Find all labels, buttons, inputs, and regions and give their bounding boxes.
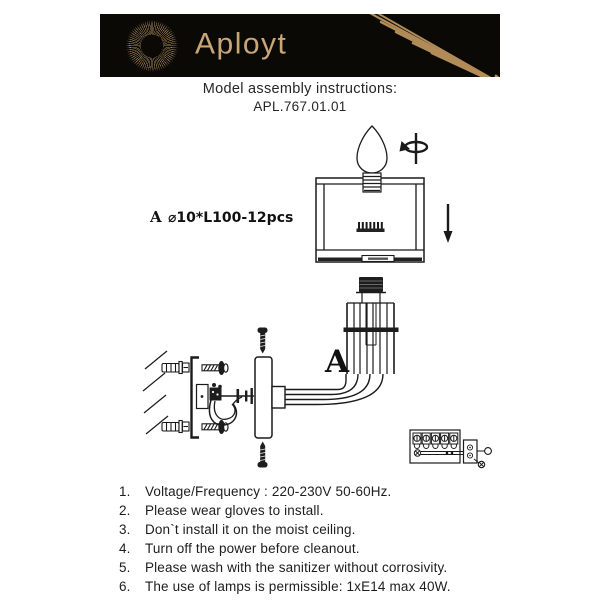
- item-number: 4.: [119, 541, 131, 556]
- part-label-spec: ⌀10*L100-12pcs: [168, 210, 294, 226]
- item-number: 1.: [119, 484, 131, 499]
- item-number: 5.: [119, 560, 131, 575]
- part-label-letter: A: [150, 208, 162, 226]
- wall-anchor-drawing: [162, 362, 189, 433]
- bulb-drawing: [357, 126, 387, 192]
- item-text: Voltage/Frequency : 220-230V 50-60Hz.: [145, 484, 392, 499]
- list-item: [119, 558, 589, 577]
- list-item: [119, 501, 589, 520]
- lamp-holder-drawing: [344, 277, 399, 374]
- instructions-list: [119, 482, 589, 596]
- item-number: 6.: [119, 579, 131, 594]
- list-item: [119, 520, 589, 539]
- item-text: Please wash with the sanitizer without corrosivity.: [145, 560, 448, 575]
- brand-name: Aployt: [195, 27, 288, 61]
- item-text: The use of lamps is permissible: 1xE14 max 40W.: [145, 579, 451, 594]
- item-text: Turn off the power before cleanout.: [145, 541, 360, 556]
- plate-screw-bottom-drawing: [258, 442, 268, 468]
- wiring-connector-drawing: [197, 383, 255, 425]
- wall-plate-drawing: [255, 357, 272, 438]
- plate-screw-top-drawing: [258, 328, 268, 354]
- item-text: Don`t install it on the moist ceiling.: [145, 522, 356, 537]
- down-arrow-icon: [444, 204, 453, 243]
- item-text: Please wear gloves to install.: [145, 503, 324, 518]
- terminal-block-drawing: [410, 430, 491, 468]
- sheet-title: Model assembly instructions:: [202, 81, 398, 97]
- list-item: [119, 482, 589, 501]
- item-number: 2.: [119, 503, 131, 518]
- list-item: [119, 539, 589, 558]
- rotate-icon: [400, 133, 428, 164]
- item-number: 3.: [119, 522, 131, 537]
- assembly-step-label: A: [325, 344, 350, 380]
- list-item: [119, 577, 589, 596]
- model-number: APL.767.01.01: [253, 99, 347, 114]
